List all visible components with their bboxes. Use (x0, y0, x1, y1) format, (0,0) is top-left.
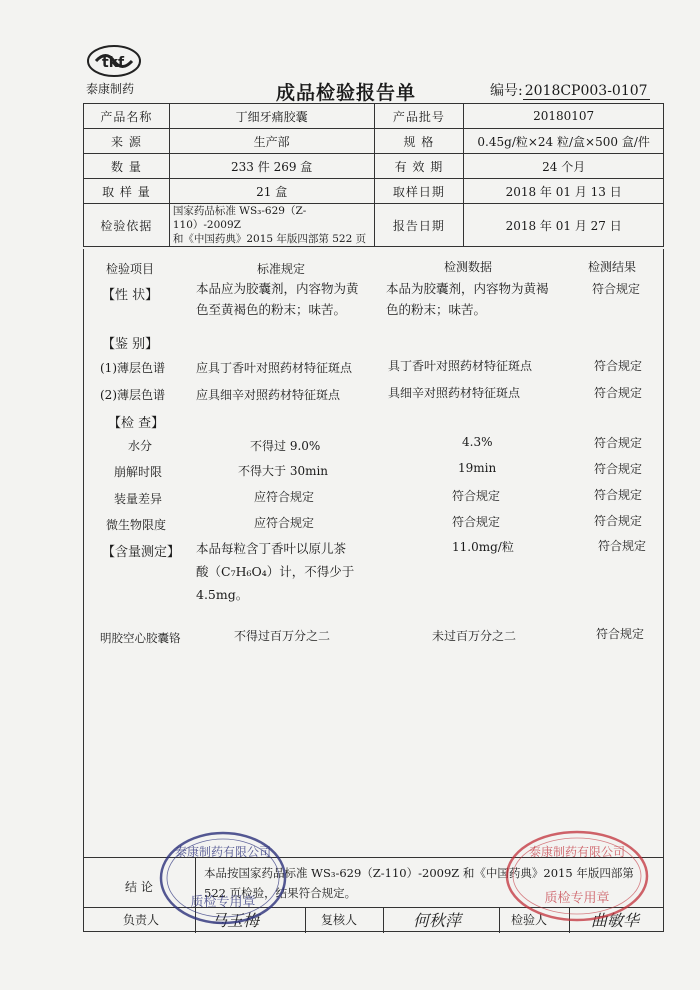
ident-2-standard: 应具细辛对照药材特征斑点 (196, 388, 341, 402)
quality-stamp-left-icon (158, 830, 288, 926)
appearance-data (386, 278, 549, 320)
appearance-data-line-1: 本品为胶囊剂，内容物为黄褐 (386, 281, 549, 296)
stamp-left-text: 泰康制药有限公司 (174, 845, 272, 859)
sample-date-label: 取样日期 (374, 179, 464, 204)
assay-standard-line-2: 酸（C₇H₆O₄）计，不得少于 (196, 564, 355, 579)
conclusion-label: 结 论 (125, 880, 153, 894)
batch-label: 产品批号 (374, 104, 464, 129)
ident-2-data: 具细辛对照药材特征斑点 (388, 386, 521, 400)
chromium-standard: 不得过百万分之二 (234, 629, 331, 643)
basis-line-2: 和《中国药典》2015 年版四部第 522 页 (172, 233, 367, 245)
assay-data: 11.0mg/粒 (452, 540, 514, 554)
insp-4-standard: 应符合规定 (254, 516, 315, 530)
appearance-data-line-2: 色的粉末；味苦。 (386, 302, 487, 317)
insp-1-data: 4.3% (462, 435, 493, 449)
sig-divider-4 (499, 908, 500, 933)
ident-1-standard: 应具丁香叶对照药材特征斑点 (196, 361, 353, 375)
col-data: 检测数据 (444, 260, 493, 274)
spec-value: 0.45g/粒×24 粒/盒×500 盒/件 (464, 129, 664, 154)
col-result: 检测结果 (588, 260, 637, 274)
insp-4-result: 符合规定 (594, 514, 643, 528)
ident-1-data: 具丁香叶对照药材特征斑点 (388, 359, 533, 373)
col-standard: 标准规定 (257, 262, 306, 276)
ident-1-result: 符合规定 (594, 359, 643, 373)
insp-2-data: 19min (458, 461, 497, 475)
assay-standard (196, 537, 354, 606)
assay-standard-line-1: 本品每粒含丁香叶以原儿茶 (196, 541, 347, 556)
report-title: 成品检验报告单 (276, 82, 417, 104)
assay-result: 符合规定 (598, 539, 647, 553)
product-name-label: 产品名称 (84, 104, 170, 129)
inspector-label: 检验人 (511, 913, 548, 927)
responsible-label: 负责人 (123, 913, 160, 927)
sample-value: 21 盒 (169, 179, 374, 204)
validity-value: 24 个月 (464, 154, 664, 179)
appearance-result: 符合规定 (592, 282, 641, 296)
insp-4-item: 微生物限度 (106, 518, 167, 532)
stamp-right-text: 泰康制药有限公司 (528, 845, 626, 859)
insp-2-item: 崩解时限 (114, 465, 163, 479)
basis-label: 检验依据 (84, 204, 170, 247)
company-name: 泰康制药 (86, 82, 135, 96)
quality-stamp-right-icon (502, 828, 652, 924)
insp-3-standard: 应符合规定 (254, 490, 315, 504)
report-date-value: 2018 年 01 月 27 日 (464, 204, 664, 247)
responsible-signature: 马玉梅 (211, 911, 260, 930)
ident-2-result: 符合规定 (594, 386, 643, 400)
batch-value: 20180107 (464, 104, 664, 129)
reviewer-signature: 何秋萍 (413, 911, 462, 930)
appearance-standard-line-1: 本品应为胶囊剂，内容物为黄 (196, 281, 359, 296)
col-item: 检验项目 (106, 262, 155, 276)
quantity-label: 数 量 (84, 154, 170, 179)
spec-label: 规 格 (374, 129, 464, 154)
section-inspection: 【检 查】 (108, 416, 165, 431)
insp-1-item: 水分 (128, 439, 153, 453)
insp-2-standard: 不得大于 30min (238, 464, 329, 478)
assay-standard-line-3: 4.5mg。 (196, 587, 249, 602)
insp-2-result: 符合规定 (594, 462, 643, 476)
insp-3-item: 装量差异 (114, 492, 163, 506)
ident-2-item: (2)薄层色谱 (100, 388, 165, 402)
doc-number-label: 编号: (490, 83, 523, 99)
source-value: 生产部 (169, 129, 374, 154)
svg-text:tkf: tkf (102, 55, 125, 71)
basis-line-1: 国家药品标准 WS₃-629（Z-110）-2009Z (172, 205, 307, 231)
chromium-data: 未过百万分之二 (432, 629, 517, 643)
product-name-value: 丁细牙痛胶囊 (169, 104, 374, 129)
sig-divider-3 (383, 908, 384, 933)
section-assay: 【含量测定】 (102, 545, 181, 560)
company-logo-icon (86, 44, 142, 78)
section-appearance: 【性 状】 (102, 288, 159, 303)
chromium-item: 明胶空心胶囊铬 (100, 631, 181, 645)
appearance-standard-line-2: 色至黄褐色的粉末；味苦。 (196, 302, 347, 317)
chromium-result: 符合规定 (596, 627, 645, 641)
product-info-table (83, 103, 664, 247)
sig-divider-2 (305, 908, 306, 933)
sample-date-value: 2018 年 01 月 13 日 (464, 179, 664, 204)
ident-1-item: (1)薄层色谱 (100, 361, 165, 375)
basis-value (169, 204, 374, 247)
appearance-standard (196, 278, 359, 320)
insp-3-result: 符合规定 (594, 488, 643, 502)
doc-number-value: 2018CP003-0107 (524, 83, 648, 99)
insp-1-standard: 不得过 9.0% (250, 439, 321, 453)
validity-label: 有 效 期 (374, 154, 464, 179)
conclusion-text: 本品按国家药品标准 WS₃-629（Z-110）-2009Z 和《中国药典》2015 年版四部第 522 页检验，结果符合规定。 (204, 866, 634, 900)
doc-number (490, 80, 650, 100)
stamp-right-subtext: 质检专用章 (544, 891, 610, 906)
insp-3-data: 符合规定 (452, 489, 501, 503)
insp-1-result: 符合规定 (594, 436, 643, 450)
source-label: 来 源 (84, 129, 170, 154)
sample-label: 取 样 量 (84, 179, 170, 204)
stamp-left-subtext: 质检专用章 (190, 895, 256, 910)
reviewer-label: 复核人 (321, 913, 358, 927)
section-identification: 【鉴 别】 (102, 337, 159, 352)
report-date-label: 报告日期 (374, 204, 464, 247)
inspector-signature: 曲敏华 (591, 911, 640, 930)
quantity-value: 233 件 269 盒 (169, 154, 374, 179)
insp-4-data: 符合规定 (452, 515, 501, 529)
